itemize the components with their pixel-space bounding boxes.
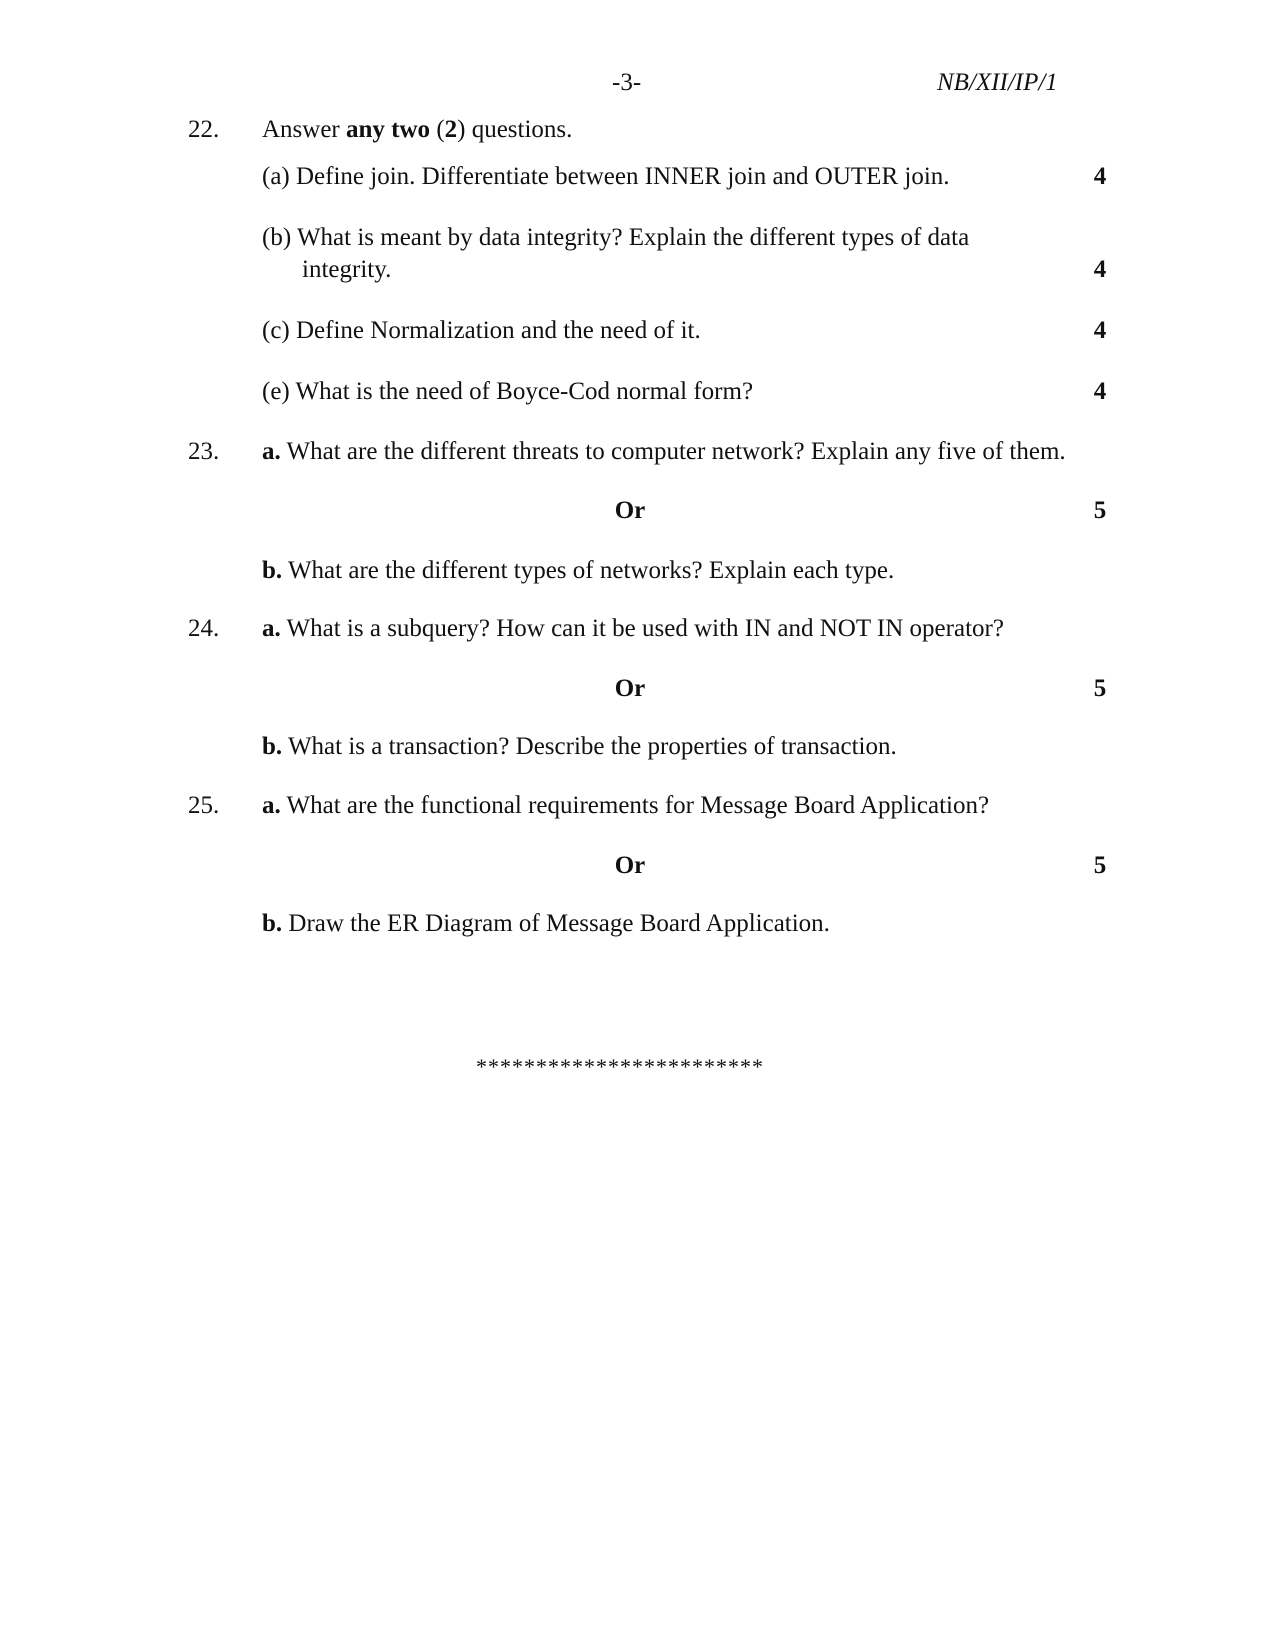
question-24-marks: 5 [1093, 675, 1107, 702]
question-23-option-a: a. What are the different threats to computer network? Explain any five of them. [262, 438, 1066, 465]
question-22-part-a-marks: 4 [1093, 163, 1107, 190]
question-25-option-b: b. Draw the ER Diagram of Message Board Application. [262, 910, 830, 937]
question-22-part-e-marks: 4 [1093, 378, 1107, 405]
question-23-or: Or [614, 497, 646, 524]
question-number-25: 25. [188, 792, 220, 819]
question-number-23: 23. [188, 438, 220, 465]
question-22-instruction: Answer any two (2) questions. [262, 116, 573, 143]
question-22-part-b-marks: 4 [1093, 256, 1107, 283]
question-22-part-b-line2: integrity. [302, 256, 392, 283]
paper-code: NB/XII/IP/1 [937, 69, 1058, 96]
question-22-part-e: (e) What is the need of Boyce-Cod normal form? [262, 378, 754, 405]
question-24-or: Or [614, 675, 646, 702]
question-23-option-b: b. What are the different types of networks? Explain each type. [262, 557, 895, 584]
question-22-part-c-marks: 4 [1093, 317, 1107, 344]
question-22-part-b-line1: (b) What is meant by data integrity? Explain the different types of data [262, 224, 970, 251]
question-22-part-c: (c) Define Normalization and the need of it. [262, 317, 701, 344]
question-25-option-a: a. What are the functional requirements for Message Board Application? [262, 792, 990, 819]
question-24-option-b: b. What is a transaction? Describe the properties of transaction. [262, 733, 897, 760]
question-22-part-a: (a) Define join. Differentiate between INNER join and OUTER join. [262, 163, 950, 190]
question-23-marks: 5 [1093, 497, 1107, 524]
page-number: -3- [612, 69, 642, 96]
question-number-22: 22. [188, 116, 220, 143]
question-24-option-a: a. What is a subquery? How can it be used with IN and NOT IN operator? [262, 615, 1004, 642]
question-25-marks: 5 [1093, 852, 1107, 879]
question-25-or: Or [614, 852, 646, 879]
question-number-24: 24. [188, 615, 220, 642]
end-of-paper-marker: ************************ [476, 1054, 764, 1079]
